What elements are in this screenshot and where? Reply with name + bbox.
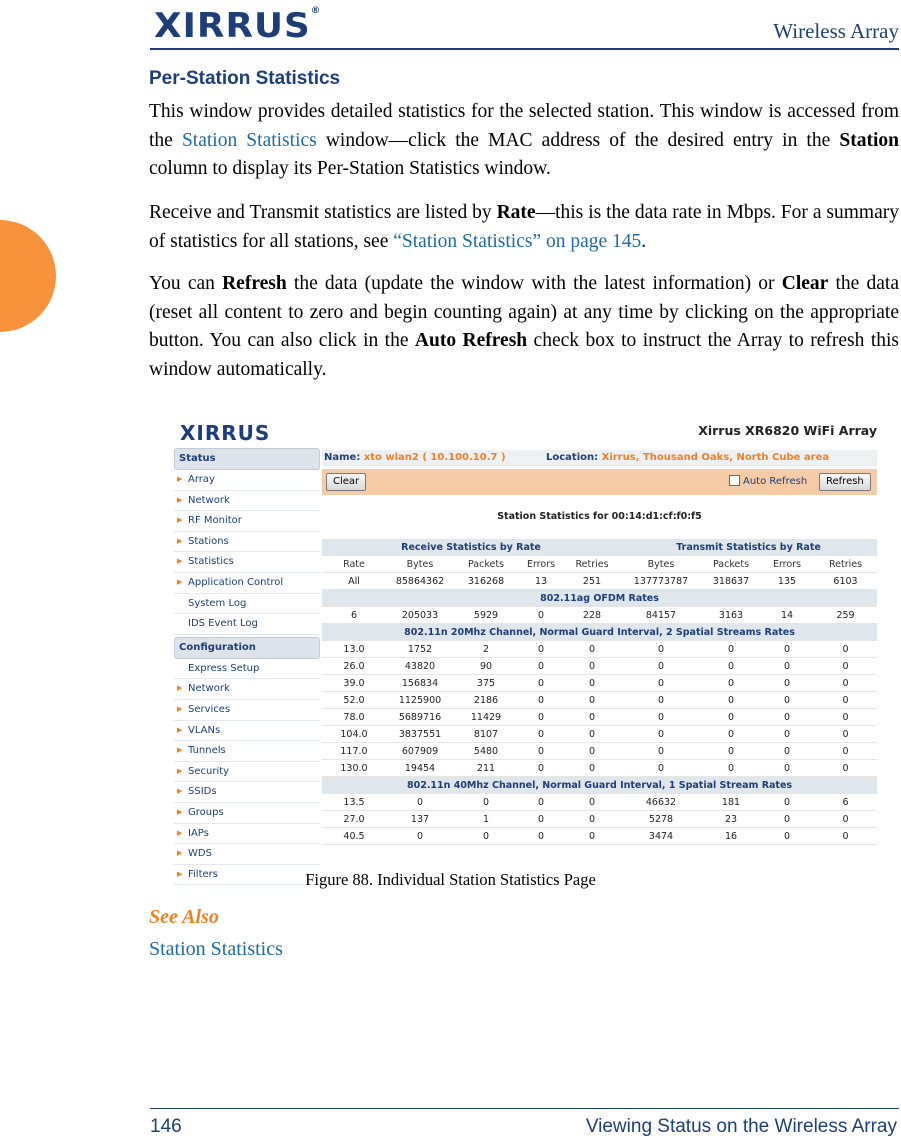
bold-text: Station xyxy=(839,129,899,151)
paragraph-intro xyxy=(149,98,899,184)
table-cell: 0 xyxy=(564,658,620,675)
table-cell: 6 xyxy=(814,794,877,811)
table-cell: 137773787 xyxy=(620,573,702,590)
table-cell: 0 xyxy=(564,692,620,709)
table-cell: 0 xyxy=(518,726,564,743)
table-cell: 181 xyxy=(702,794,760,811)
sidebar-item[interactable]: ▶ VLANs xyxy=(174,721,320,742)
sidebar-item[interactable]: ▶ Filters xyxy=(174,865,320,886)
footer-title: Viewing Status on the Wireless Array xyxy=(585,1116,897,1137)
table-cell: 0 xyxy=(702,641,760,658)
table-cell: 228 xyxy=(564,607,620,624)
table-cell: 19454 xyxy=(386,760,454,777)
sidebar-item[interactable]: ▶ SSIDs xyxy=(174,782,320,803)
page-header xyxy=(150,0,901,50)
name-label: Name: xyxy=(324,452,361,463)
main-panel xyxy=(322,450,877,845)
table-cell: 0 xyxy=(564,641,620,658)
table-cell: 0 xyxy=(518,709,564,726)
sidebar-item[interactable]: Express Setup xyxy=(174,659,320,680)
table-row xyxy=(322,709,877,726)
table-cell: 0 xyxy=(564,811,620,828)
sidebar-item[interactable]: ▶ Array xyxy=(174,470,320,491)
table-row xyxy=(322,743,877,760)
table-cell: 0 xyxy=(702,709,760,726)
section-title: Per-Station Statistics xyxy=(149,68,341,89)
table-cell: 0 xyxy=(702,743,760,760)
table-cell: 2 xyxy=(454,641,518,658)
table-cell: 0 xyxy=(564,828,620,845)
table-cell: 13 xyxy=(518,573,564,590)
sidebar-item[interactable]: ▶ Security xyxy=(174,762,320,783)
table-cell: 90 xyxy=(454,658,518,675)
station-info-bar xyxy=(322,450,877,466)
stats-title: Station Statistics for 00:14:d1:cf:f0:f5 xyxy=(497,511,702,522)
table-row xyxy=(322,658,877,675)
table-cell: 0 xyxy=(814,760,877,777)
column-header[interactable]: Packets xyxy=(702,556,760,573)
table-cell: 0 xyxy=(620,760,702,777)
table-cell: 13.5 xyxy=(322,794,386,811)
table-cell: 78.0 xyxy=(322,709,386,726)
location-group xyxy=(546,450,829,466)
table-cell: 8107 xyxy=(454,726,518,743)
sidebar-item[interactable]: ▶ Statistics xyxy=(174,552,320,573)
location-value: Xirrus, Thousand Oaks, North Cube area xyxy=(601,452,830,463)
table-cell: All xyxy=(322,573,386,590)
paragraph-rates xyxy=(149,199,899,256)
product-name: Xirrus XR6820 WiFi Array xyxy=(698,423,877,438)
rate-section-row xyxy=(322,624,877,641)
table-cell: 2186 xyxy=(454,692,518,709)
table-cell: 0 xyxy=(518,811,564,828)
table-cell: 0 xyxy=(702,692,760,709)
text: You can xyxy=(149,273,223,294)
logo-text: XIRRUS xyxy=(154,6,311,46)
page-reference-link[interactable]: “Station Statistics” on page 145 xyxy=(393,230,642,252)
figure-caption: Figure 88. Individual Station Statistics Page xyxy=(305,870,596,889)
table-row xyxy=(322,573,877,590)
page-number: 146 xyxy=(150,1116,182,1137)
footer-rule xyxy=(150,1108,899,1109)
column-header[interactable]: Bytes xyxy=(386,556,454,573)
table-row xyxy=(322,692,877,709)
table-cell: 0 xyxy=(518,692,564,709)
table-cell: 6103 xyxy=(814,573,877,590)
table-cell: 0 xyxy=(760,641,814,658)
sidebar-item[interactable]: ▶ Tunnels xyxy=(174,741,320,762)
table-row xyxy=(322,760,877,777)
text: column to display its Per-Station Statistics window. xyxy=(149,158,551,179)
table-cell: 0 xyxy=(814,658,877,675)
table-cell: 84157 xyxy=(620,607,702,624)
table-cell: 0 xyxy=(620,692,702,709)
table-cell: 0 xyxy=(814,743,877,760)
running-head: Wireless Array xyxy=(773,19,899,43)
table-cell: 1752 xyxy=(386,641,454,658)
table-cell: 0 xyxy=(760,709,814,726)
table-row xyxy=(322,641,877,658)
table-cell: 5929 xyxy=(454,607,518,624)
table-row xyxy=(322,794,877,811)
sidebar-item[interactable]: ▶ IAPs xyxy=(174,824,320,845)
table-cell: 0 xyxy=(564,709,620,726)
paragraph-refresh xyxy=(149,270,899,384)
table-cell: 0 xyxy=(620,658,702,675)
clear-button[interactable]: Clear xyxy=(326,473,366,491)
screenshot-logo: XIRRUS xyxy=(180,421,271,445)
table-cell: 43820 xyxy=(386,658,454,675)
table-cell: 0 xyxy=(760,726,814,743)
table-cell: 0 xyxy=(518,607,564,624)
table-cell: 23 xyxy=(702,811,760,828)
table-cell: 0 xyxy=(760,760,814,777)
registered-mark: ® xyxy=(310,6,322,16)
table-cell: 85864362 xyxy=(386,573,454,590)
table-cell: 0 xyxy=(518,760,564,777)
table-cell: 46632 xyxy=(620,794,702,811)
table-cell: 3474 xyxy=(620,828,702,845)
column-header[interactable]: Retries xyxy=(814,556,877,573)
text: This window provides detailed statistics for the selected station. This window is accessed from the xyxy=(149,101,899,151)
table-cell: 130.0 xyxy=(322,760,386,777)
table-cell: 0 xyxy=(760,811,814,828)
sidebar-item[interactable]: IDS Event Log xyxy=(174,614,320,635)
table-cell: 0 xyxy=(760,675,814,692)
rate-section-label: 802.11n 40Mhz Channel, Normal Guard Interval, 1 Spatial Stream Rates xyxy=(322,777,877,794)
column-header[interactable]: Errors xyxy=(760,556,814,573)
table-cell: 3837551 xyxy=(386,726,454,743)
column-header[interactable]: Errors xyxy=(518,556,564,573)
nav-sidebar xyxy=(174,448,320,885)
table-cell: 104.0 xyxy=(322,726,386,743)
column-header[interactable]: Bytes xyxy=(620,556,702,573)
rate-section-row xyxy=(322,590,877,607)
location-label: Location: xyxy=(546,452,599,463)
sidebar-item[interactable]: ▶ Services xyxy=(174,700,320,721)
text: Receive and Transmit statistics are listed by xyxy=(149,202,497,223)
table-cell: 0 xyxy=(814,828,877,845)
table-cell: 5278 xyxy=(620,811,702,828)
table-row xyxy=(322,675,877,692)
table-cell: 0 xyxy=(620,675,702,692)
table-cell: 0 xyxy=(620,726,702,743)
action-toolbar xyxy=(322,469,877,495)
table-cell: 0 xyxy=(564,726,620,743)
table-cell: 0 xyxy=(564,743,620,760)
table-cell: 607909 xyxy=(386,743,454,760)
table-cell: 156834 xyxy=(386,675,454,692)
see-also-link[interactable]: Station Statistics xyxy=(149,938,283,960)
see-also-heading: See Also xyxy=(149,906,219,928)
table-cell: 251 xyxy=(564,573,620,590)
table-cell: 6 xyxy=(322,607,386,624)
refresh-button[interactable]: Refresh xyxy=(819,473,871,491)
table-row xyxy=(322,726,877,743)
stats-table xyxy=(322,539,877,845)
rate-section-row xyxy=(322,777,877,794)
column-header[interactable]: Rate xyxy=(322,556,386,573)
bold-text: Refresh xyxy=(222,273,287,294)
name-value: xto wlan2 ( 10.100.10.7 ) xyxy=(363,452,506,463)
table-cell: 0 xyxy=(814,709,877,726)
column-header-row xyxy=(322,556,877,573)
table-cell: 318637 xyxy=(702,573,760,590)
table-cell: 0 xyxy=(702,658,760,675)
table-cell: 0 xyxy=(620,709,702,726)
table-cell: 375 xyxy=(454,675,518,692)
table-cell: 0 xyxy=(564,675,620,692)
table-cell: 11429 xyxy=(454,709,518,726)
table-cell: 135 xyxy=(760,573,814,590)
text: . xyxy=(641,230,647,252)
rate-section-label: 802.11n 20Mhz Channel, Normal Guard Interval, 2 Spatial Streams Rates xyxy=(322,624,877,641)
table-cell: 0 xyxy=(760,828,814,845)
table-cell: 52.0 xyxy=(322,692,386,709)
table-cell: 0 xyxy=(814,675,877,692)
table-cell: 0 xyxy=(518,675,564,692)
sidebar-item[interactable]: ▶ RF Monitor xyxy=(174,511,320,532)
bold-text: Rate xyxy=(496,202,536,223)
table-cell: 0 xyxy=(518,641,564,658)
table-cell: 137 xyxy=(386,811,454,828)
table-cell: 0 xyxy=(760,794,814,811)
transmit-header: Transmit Statistics by Rate xyxy=(620,539,877,556)
table-cell: 0 xyxy=(814,811,877,828)
sidebar-item[interactable]: ▶ Stations xyxy=(174,532,320,553)
table-cell: 0 xyxy=(518,743,564,760)
auto-refresh-label: Auto Refresh xyxy=(743,476,808,487)
group-header-row xyxy=(322,539,877,556)
text: window—click the MAC address of the desired entry in the xyxy=(316,129,840,151)
table-cell: 0 xyxy=(814,641,877,658)
table-cell: 5689716 xyxy=(386,709,454,726)
table-cell: 0 xyxy=(702,760,760,777)
sidebar-item[interactable]: ▶ Network xyxy=(174,679,320,700)
sidebar-section-header[interactable]: Status xyxy=(174,448,320,470)
table-cell: 40.5 xyxy=(322,828,386,845)
table-cell: 13.0 xyxy=(322,641,386,658)
table-cell: 0 xyxy=(564,760,620,777)
text: check box to instruct the Array to refresh this window automatically. xyxy=(149,330,899,380)
table-cell: 205033 xyxy=(386,607,454,624)
sidebar-item[interactable]: ▶ Groups xyxy=(174,803,320,824)
text: the data (reset all content to zero and begin counting again) at any time by clicking on the appropriate button. You can also click in the xyxy=(149,273,899,351)
table-cell: 316268 xyxy=(454,573,518,590)
table-cell: 0 xyxy=(386,794,454,811)
sidebar-item[interactable]: ▶ WDS xyxy=(174,844,320,865)
table-cell: 0 xyxy=(518,828,564,845)
table-cell: 0 xyxy=(702,726,760,743)
table-cell: 1 xyxy=(454,811,518,828)
table-row xyxy=(322,607,877,624)
table-cell: 0 xyxy=(760,743,814,760)
table-cell: 0 xyxy=(518,794,564,811)
table-row xyxy=(322,811,877,828)
table-cell: 0 xyxy=(814,692,877,709)
table-cell: 5480 xyxy=(454,743,518,760)
table-cell: 39.0 xyxy=(322,675,386,692)
sidebar-section-header[interactable]: Configuration xyxy=(174,637,320,659)
auto-refresh-checkbox[interactable] xyxy=(729,475,740,486)
header-rule xyxy=(150,48,899,50)
column-header[interactable]: Packets xyxy=(454,556,518,573)
table-cell: 0 xyxy=(620,641,702,658)
receive-header: Receive Statistics by Rate xyxy=(322,539,620,556)
table-cell: 259 xyxy=(814,607,877,624)
rate-section-label: 802.11ag OFDM Rates xyxy=(322,590,877,607)
bold-text: Clear xyxy=(781,273,829,294)
table-cell: 0 xyxy=(702,675,760,692)
text: —this is the data rate in Mbps. For a summary of statistics for all stations, see xyxy=(149,202,899,252)
table-cell: 27.0 xyxy=(322,811,386,828)
table-cell: 0 xyxy=(564,794,620,811)
sidebar-item[interactable]: ▶ Application Control xyxy=(174,573,320,594)
sidebar-item[interactable]: ▶ Network xyxy=(174,491,320,512)
table-row xyxy=(322,828,877,845)
xirrus-logo xyxy=(154,6,321,46)
chapter-tab-marker xyxy=(0,220,56,332)
table-cell: 16 xyxy=(702,828,760,845)
table-cell: 0 xyxy=(454,794,518,811)
table-cell: 0 xyxy=(454,828,518,845)
table-cell: 0 xyxy=(760,692,814,709)
table-cell: 0 xyxy=(518,658,564,675)
table-cell: 0 xyxy=(760,658,814,675)
table-cell: 117.0 xyxy=(322,743,386,760)
bold-text: Auto Refresh xyxy=(414,330,528,351)
table-cell: 26.0 xyxy=(322,658,386,675)
sidebar-item[interactable]: System Log xyxy=(174,594,320,615)
station-statistics-link[interactable]: Station Statistics xyxy=(181,129,317,151)
table-cell: 3163 xyxy=(702,607,760,624)
table-cell: 211 xyxy=(454,760,518,777)
text: the data (update the window with the latest information) or xyxy=(286,273,782,294)
table-cell: 0 xyxy=(620,743,702,760)
table-cell: 14 xyxy=(760,607,814,624)
table-cell: 1125900 xyxy=(386,692,454,709)
column-header[interactable]: Retries xyxy=(564,556,620,573)
table-cell: 0 xyxy=(386,828,454,845)
table-cell: 0 xyxy=(814,726,877,743)
